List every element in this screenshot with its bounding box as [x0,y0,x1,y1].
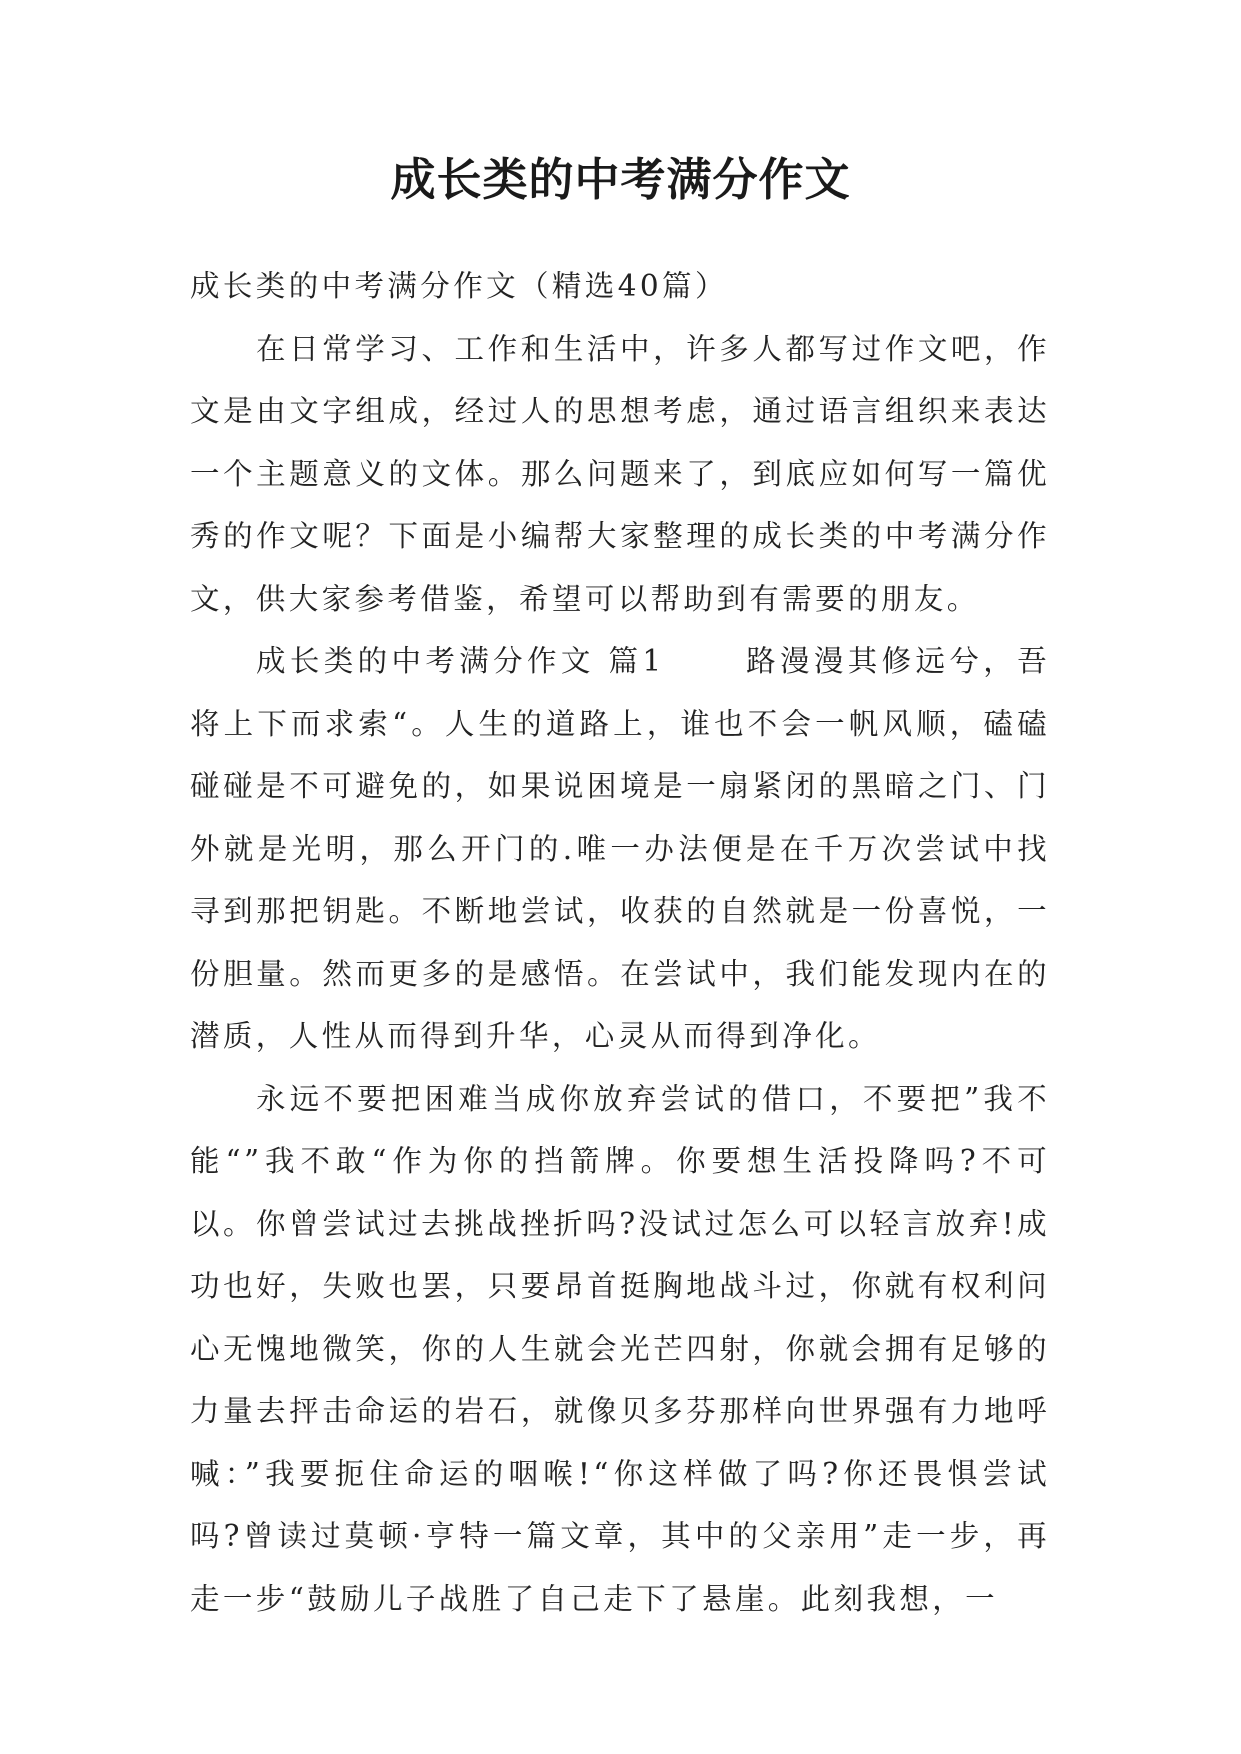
document-title: 成长类的中考满分作文 [390,153,851,206]
paragraph-essay-2: 永远不要把困难当成你放弃尝试的借口，不要把”我不能“”我不敢“作为你的挡箭牌。你要想生活投降吗?不可以。你曾尝试过去挑战挫折吗?没试过怎么可以轻言放弃!成功也好，失败也罢，只要昂首挺胸地战斗过，你就有权利问心无愧地微笑，你的人生就会光芒四射，你就会拥有足够的力量去抨击命运的岩石，就像贝多芬那样向世界强有力地呼喊：”我要扼住命运的咽喉!“你这样做了吗?你还畏惧尝试吗?曾读过莫顿·亨特一篇文章，其中的父亲用”走一步，再走一步“鼓励儿子战胜了自己走下了悬崖。此刻我想，一 [190,1081,1050,1616]
paragraph-intro: 在日常学习、工作和生活中，许多人都写过作文吧，作文是由文字组成，经过人的思想考虑，通过语言组织来表达一个主题意义的文体。那么问题来了，到底应如何写一篇优秀的作文呢？下面是小编帮大家整理的成长类的中考满分作文，供大家参考借鉴，希望可以帮助到有需要的朋友。 [190,331,1050,616]
paragraph-essay-1: 成长类的中考满分作文 篇1 路漫漫其修远兮，吾将上下而求索“。人生的道路上，谁也不会一帆风顺，磕磕碰碰是不可避免的，如果说困境是一扇紧闭的黑暗之门、门外就是光明，那么开门的.唯一办法便是在千万次尝试中找寻到那把钥匙。不断地尝试，收获的自然就是一份喜悦，一份胆量。然而更多的是感悟。在尝试中，我们能发现内在的潜质，人性从而得到升华，心灵从而得到净化。 [190,644,1050,1053]
document-body [190,255,1050,1630]
document-subtitle: 成长类的中考满分作文（精选40篇） [190,269,728,303]
